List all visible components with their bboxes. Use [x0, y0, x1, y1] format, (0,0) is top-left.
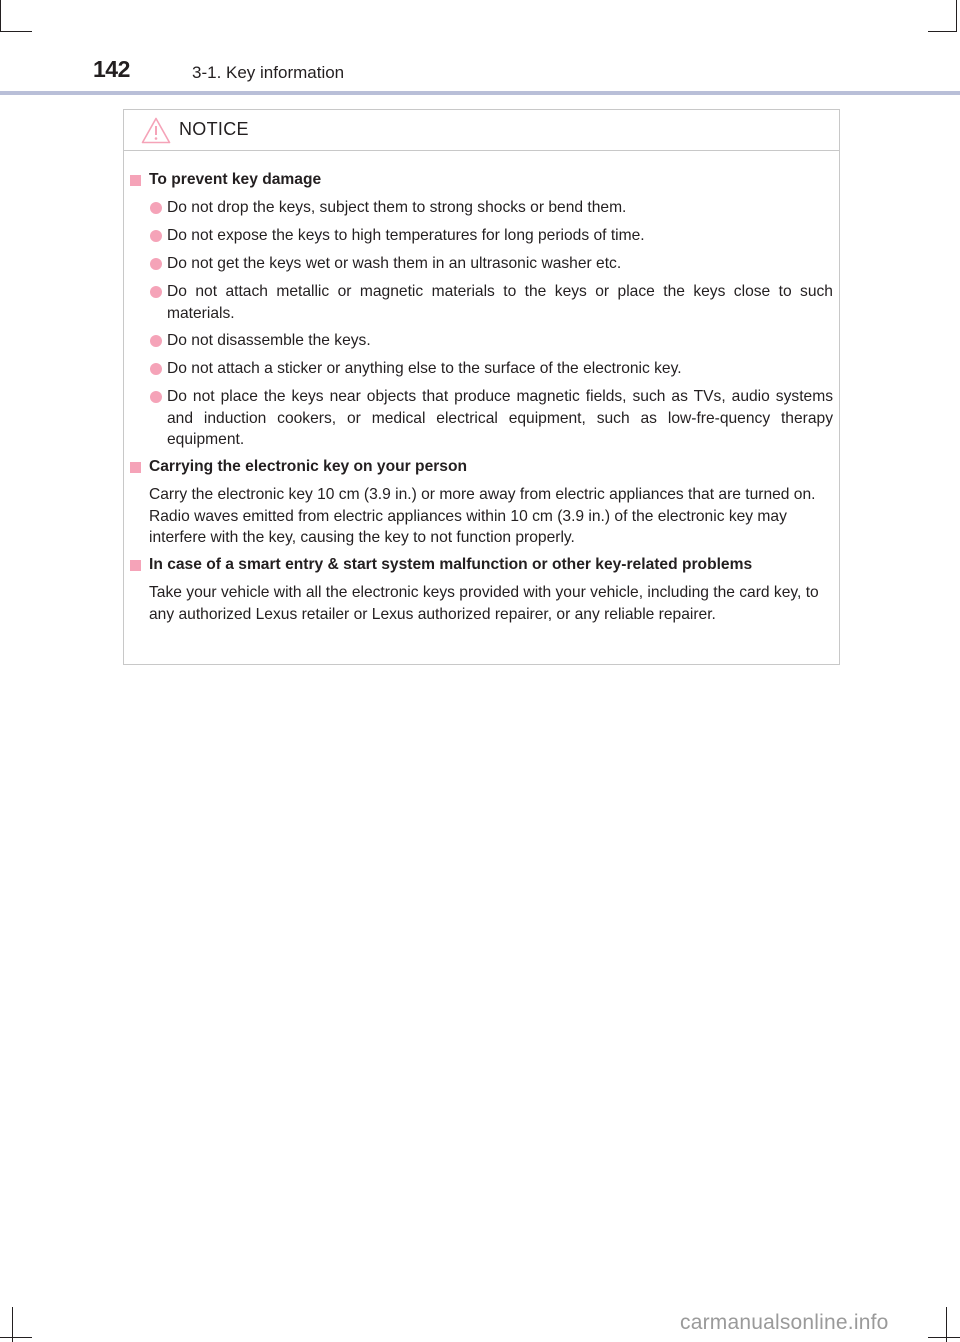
square-bullet-icon: [130, 560, 141, 571]
page-header: [0, 0, 960, 100]
notice-box: NOTICE To prevent key damage Do not drop the keys, subject them to strong shocks or bend them. Do not expose the keys to high temperatures for long periods of time. Do not get the keys wet or wash them in an ultrasonic washer etc. Do not attach metallic or magnetic materials to the keys or place the keys close to such materials. Do not disassemble the keys. Do not attach a sticker or anything else to the surface of the electronic key. Do not place the keys near objects that produce magnetic fields, such as TVs, audio systems and induction cookers, or medical electrical equipment, such as low-fre-quency therapy equipment. Carrying the electronic key on your person Carry the electronic key 10 cm (3.9 in.) or more away from electric appliances that are turned on. Radio waves emitted from electric appliances within 10 cm (3.9 in.) of the electronic key may interfere with the key, causing the key to not function properly. In case of a smart entry & start system malfunction or other key-related problems Take your vehicle with all the electronic keys provided with your vehicle, including the card key, to any authorized Lexus retailer or Lexus authorized repairer, or any reliable repairer.: [123, 109, 840, 665]
crop-mark: [0, 1337, 32, 1338]
header-divider: [0, 91, 960, 95]
crop-mark: [928, 1337, 960, 1338]
watermark: carmanualsonline.info: [680, 1311, 889, 1334]
page-number: 142: [93, 56, 130, 82]
circle-bullet-icon: [150, 286, 162, 298]
section-title: 3-1. Key information: [192, 63, 345, 82]
circle-bullet-icon: [150, 391, 162, 403]
circle-bullet-icon: [150, 230, 162, 242]
circle-bullet-icon: [150, 258, 162, 270]
square-bullet-icon: [130, 462, 141, 473]
notice-label: NOTICE: [179, 119, 249, 139]
circle-bullet-icon: [150, 335, 162, 347]
warning-triangle-icon: [141, 117, 171, 144]
notice-header: [124, 110, 839, 151]
circle-bullet-icon: [150, 363, 162, 375]
square-bullet-icon: [130, 175, 141, 186]
circle-bullet-icon: [150, 202, 162, 214]
